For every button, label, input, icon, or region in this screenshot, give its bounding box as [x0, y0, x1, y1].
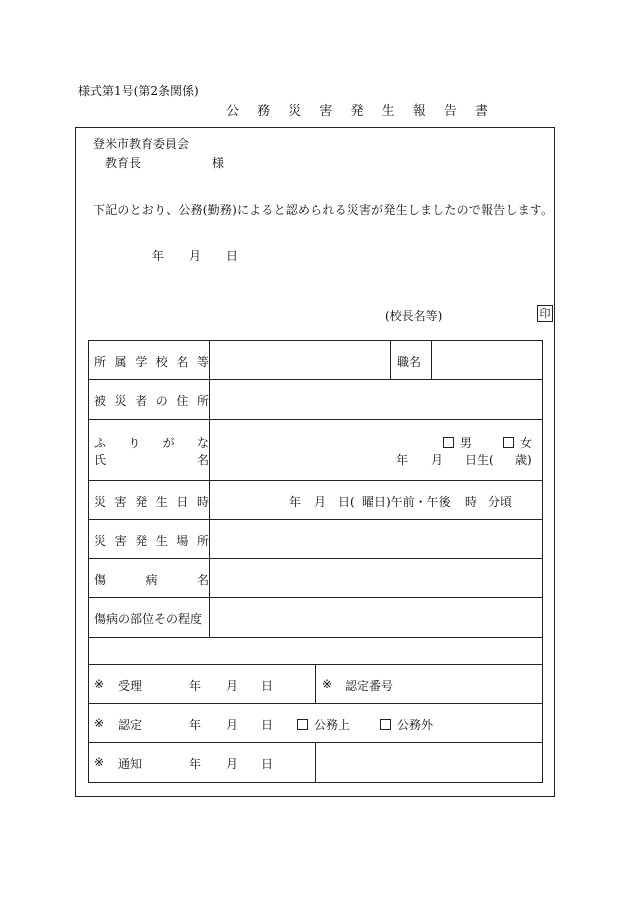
- form-number: 様式第1号(第2条関係): [78, 84, 199, 98]
- document-title: 公 務 災 害 発 生 報 告 書: [226, 104, 496, 119]
- male-checkbox-icon[interactable]: [443, 437, 454, 448]
- cert-number-label: 認定番号: [345, 679, 394, 693]
- approval-mark: ※: [94, 716, 105, 730]
- female-checkbox-icon[interactable]: [503, 437, 514, 448]
- approval-month-label: 月: [226, 718, 239, 732]
- birth-month-label: 月: [431, 453, 444, 467]
- incident-year-label: 年: [289, 495, 302, 509]
- incident-month-label: 月: [314, 495, 327, 509]
- datetime-label: 災 害 発 生 日 時: [94, 495, 209, 509]
- receipt-day-label: 日: [261, 679, 274, 693]
- receipt-year-label: 年: [189, 679, 202, 693]
- public-duty-option[interactable]: 公務上: [297, 716, 350, 733]
- gender-female[interactable]: 女: [503, 434, 532, 451]
- notice-year-label: 年: [189, 757, 202, 771]
- non-public-duty-checkbox-icon[interactable]: [380, 719, 391, 730]
- notice-day-label: 日: [261, 757, 274, 771]
- incident-weekday-ampm-label: 曜日)午前・午後: [362, 495, 451, 509]
- injury-label: 傷 病 名: [94, 573, 209, 587]
- date-day-label: 日: [226, 249, 239, 263]
- school-label: 所 属 学 校 名 等: [94, 355, 209, 369]
- incident-hour-label: 時: [465, 495, 478, 509]
- approval-day-label: 日: [261, 718, 274, 732]
- furigana-label: ふ り が な: [94, 436, 209, 450]
- address-label: 被 災 者 の 住 所: [94, 394, 209, 408]
- non-public-duty-option[interactable]: 公務外: [380, 716, 433, 733]
- notice-label: 通知: [118, 757, 143, 771]
- notice-month-label: 月: [226, 757, 239, 771]
- approval-year-label: 年: [189, 718, 202, 732]
- gender-male[interactable]: 男: [443, 434, 472, 451]
- receipt-mark: ※: [94, 677, 105, 691]
- date-month-label: 月: [189, 249, 202, 263]
- place-label: 災 害 発 生 場 所: [94, 534, 209, 548]
- cert-number-mark: ※: [322, 677, 333, 691]
- notice-mark: ※: [94, 755, 105, 769]
- public-duty-checkbox-icon[interactable]: [297, 719, 308, 730]
- date-year-label: 年: [152, 249, 165, 263]
- addressee-honorific: 様: [212, 156, 225, 170]
- principal-name-label: (校長名等): [385, 309, 443, 323]
- name-label: 氏 名: [94, 453, 209, 467]
- age-label: 歳): [515, 453, 532, 467]
- incident-minute-label: 分頃: [488, 495, 513, 509]
- seal-mark: 印: [537, 305, 553, 322]
- addressee-title: 教育長: [105, 156, 142, 170]
- receipt-month-label: 月: [226, 679, 239, 693]
- approval-label: 認定: [118, 718, 143, 732]
- birth-day-label: 日生(: [465, 453, 494, 467]
- receipt-label: 受理: [118, 679, 143, 693]
- birth-year-label: 年: [396, 453, 409, 467]
- job-title-label: 職名: [397, 355, 422, 369]
- injury-part-label: 傷病の部位その程度: [94, 612, 203, 626]
- report-statement: 下記のとおり、公務(勤務)によると認められる災害が発生しましたので報告します。: [93, 203, 554, 217]
- incident-day-label: 日(: [338, 495, 355, 509]
- addressee-board: 登米市教育委員会: [93, 137, 190, 151]
